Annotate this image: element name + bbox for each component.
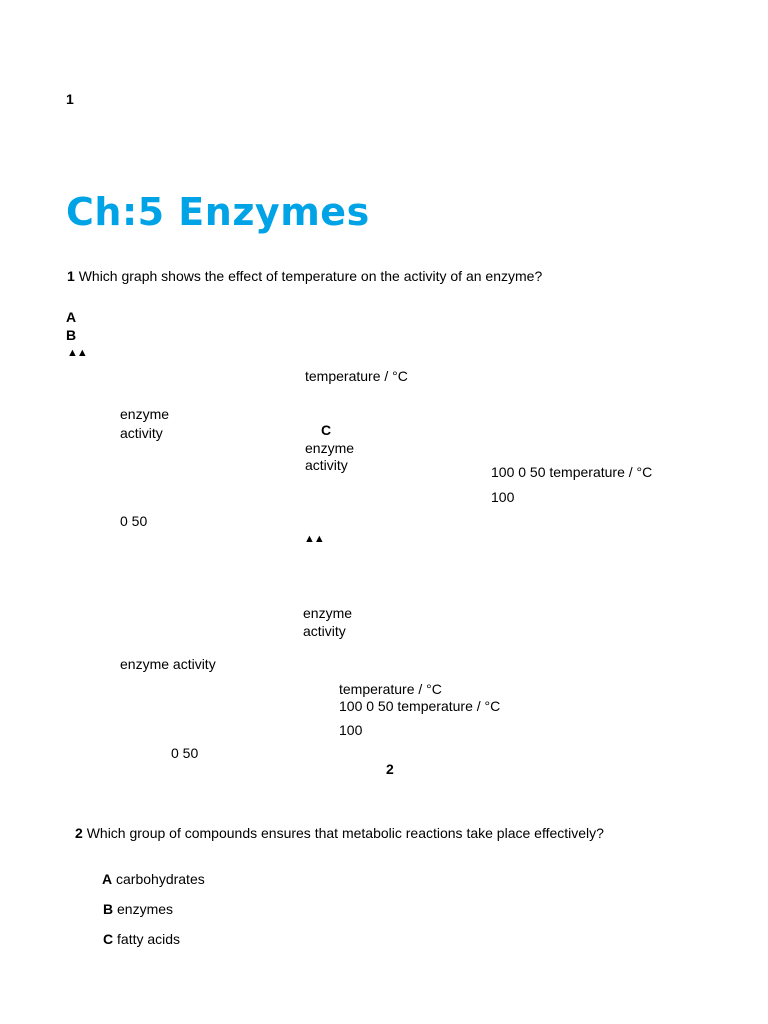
graph-xticks: 0 50 (171, 745, 199, 761)
answer-text: enzymes (117, 901, 174, 917)
graph-ylabel: activity (120, 425, 163, 441)
graph-ylabel: enzyme (303, 605, 353, 621)
graph-tick: 100 (491, 489, 515, 505)
page-title: Ch:5 Enzymes (66, 190, 370, 234)
question-number: 2 (75, 825, 83, 841)
question-number: 1 (67, 268, 75, 284)
graph-ylabel: enzyme (120, 406, 170, 422)
answer-text: fatty acids (117, 931, 181, 947)
answer-text: carbohydrates (116, 871, 205, 887)
graph-ylabel: activity (303, 623, 346, 639)
option-c-label: C (321, 422, 332, 438)
answer-option (103, 931, 180, 948)
question-text: Which group of compounds ensures that metabolic reactions take place effectively? (86, 825, 604, 841)
page-number: 1 (66, 91, 74, 107)
graph-axis-text: 100 0 50 temperature / °C (339, 698, 501, 714)
question-text: Which graph shows the effect of temperature on the activity of an enzyme? (78, 268, 543, 284)
answer-option (103, 901, 173, 918)
answer-letter: B (103, 901, 114, 917)
option-b-label: B (66, 327, 77, 343)
answer-letter: C (103, 931, 114, 947)
option-a-label: A (66, 309, 77, 325)
graph-ylabel: enzyme activity (120, 656, 216, 672)
graph-tick: 100 (339, 722, 363, 738)
answer-letter: A (102, 871, 113, 887)
graph-xlabel: temperature / °C (339, 681, 442, 697)
graph-marks: ▲▲ (304, 533, 324, 545)
graph-marks: ▲▲ (67, 347, 87, 359)
question-2 (75, 825, 604, 842)
question-1 (67, 268, 542, 285)
graph-ylabel: enzyme (305, 440, 355, 456)
answer-option (102, 871, 205, 888)
graph-axis-text: 100 0 50 temperature / °C (491, 464, 653, 480)
graph-xlabel: temperature / °C (305, 368, 408, 384)
graph-ylabel: activity (305, 457, 348, 473)
option-label: 2 (386, 761, 394, 777)
graph-xticks: 0 50 (120, 513, 148, 529)
